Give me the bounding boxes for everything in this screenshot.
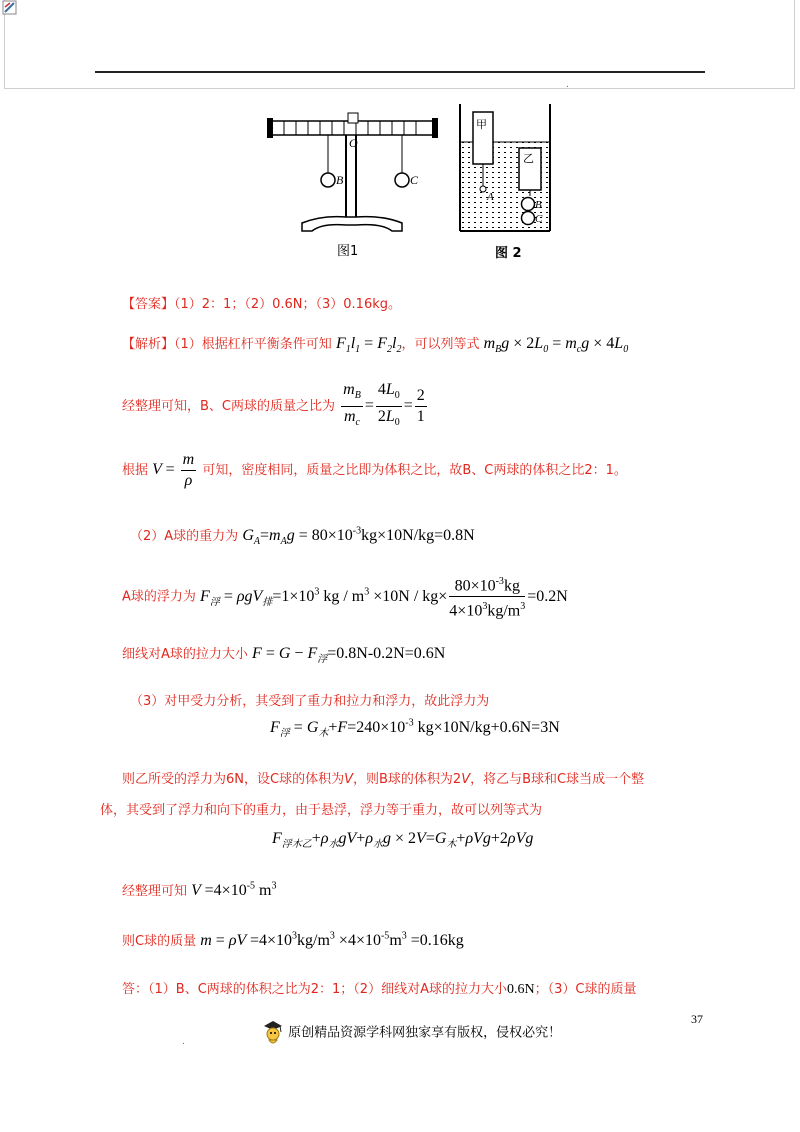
part3-var-v: V xyxy=(344,772,353,787)
tension-formula: $F = G - F_浮=0.8N-0.2N=0.6N$ xyxy=(252,645,446,666)
page-header xyxy=(4,0,795,89)
label-c: C xyxy=(410,173,419,187)
analysis-line-2 xyxy=(122,380,429,433)
buoyancy-formula: $F_浮 = \rho gV_排=1\times 10^3$ kg / $m^3 \times 10N / kg\times$ $\frac{80\times 10^{-3}kg}{4\times 10^3kg/m^3}$ =0.2N xyxy=(200,588,568,605)
footer-text: 原创精品资源学科网独家享有版权，侵权必究！ xyxy=(288,1025,562,1041)
label-a: A xyxy=(487,191,494,203)
part2-tension-text: 细线对A球的拉力大小 xyxy=(122,647,248,662)
final-val: 0.6N xyxy=(506,982,535,997)
analysis-step3b: 可知，密度相同，质量之比即为体积之比，故B、C两球的体积之比2：1。 xyxy=(202,463,627,478)
lever-formula: $F_1l_1 = F_2l_2$ xyxy=(335,335,402,356)
mascot-icon xyxy=(262,1020,284,1046)
part3-yi-1: 则乙所受的浮力为6N，设C球的体积为 xyxy=(122,772,345,787)
part3-yi-3: ，将乙与B球和C球当成一个整 xyxy=(470,772,645,787)
label-jia: 甲 xyxy=(476,118,487,131)
broken-image-icon xyxy=(2,0,18,16)
part3-mass-text: 则C球的质量 xyxy=(122,934,197,949)
part3-yi-line-2 xyxy=(100,799,542,818)
final-2: ；（3）C球的质量 xyxy=(534,982,637,997)
label-yi: 乙 xyxy=(523,152,534,165)
final-answer-line xyxy=(122,978,636,998)
analysis-step3a: 根据 xyxy=(122,463,149,478)
answer-tag: 【答案】 xyxy=(122,297,175,312)
density-formula: V = $\frac{m}{\rho}$ xyxy=(152,451,195,489)
part3-buoy-formula: $F_浮 = G_木+F=240\times 10^{-3}$ kg×10N/kg+0.6N=3N xyxy=(270,717,560,740)
dot-mark: . xyxy=(566,80,569,90)
label-b: B xyxy=(336,173,344,187)
figure-1-lever xyxy=(262,105,442,265)
balance-formula: $F_{浮木乙}+\rho_水gV+\rho_水g \times 2V=G_木+\rho Vg+2\rho Vg$ xyxy=(272,830,534,851)
page-number: 37 xyxy=(691,1012,703,1026)
answer-text: （1）2：1；（2）0.6N；（3）0.16kg。 xyxy=(174,297,401,312)
mass-ratio-formula: $\frac{m_B}{m_c}$ = $\frac{4L_0}{2L_0}$ = $\frac{2}{1}$ xyxy=(343,381,425,429)
dot-mark-2: . xyxy=(182,1037,185,1047)
figure-2-caption: 图 2 xyxy=(495,246,522,261)
volume-result: $V =4\times 10^{-5}$ $m^3$ xyxy=(191,880,277,899)
part2-gravity-line xyxy=(130,525,475,547)
part3-yi-4: 体，其受到了浮力和向下的重力，由于悬浮，浮力等于重力，故可以列等式为 xyxy=(100,803,543,818)
figure-1-caption: 图1 xyxy=(337,244,359,259)
part3-result-text: 经整理可知 xyxy=(122,884,188,899)
figure-2-container xyxy=(455,100,565,265)
label-c2: C xyxy=(535,213,543,225)
part3-buoy-formula-line xyxy=(270,717,560,739)
mass-result: $m = \rho V =4\times 10^3kg/m^3 \times 4\times 10^{-5}m^3 =0.16kg$ xyxy=(200,930,464,949)
part3-intro-line xyxy=(130,690,489,709)
part3-balance-line xyxy=(272,828,533,850)
part3-mass-line xyxy=(122,930,464,950)
analysis-line-3 xyxy=(122,450,627,491)
part3-result-line xyxy=(122,880,276,900)
part2-buoy-text: A球的浮力为 xyxy=(122,589,196,605)
part3-yi-line-1 xyxy=(122,768,644,787)
analysis-mid: ，可以列等式 xyxy=(401,337,480,352)
final-1: 答：（1）B、C两球的体积之比为2：1；（2）细线对A球的拉力大小 xyxy=(122,982,507,997)
header-rule xyxy=(95,71,705,73)
analysis-intro: （1）根据杠杆平衡条件可知 xyxy=(174,337,332,352)
part2-gravity-text: （2）A球的重力为 xyxy=(130,529,239,544)
part2-buoy-line xyxy=(122,572,568,622)
lever-equation: $m_Bg \times 2L_0 = m_cg \times 4L_0$ xyxy=(483,335,629,356)
part3-yi-2: ，则B球的体积为2 xyxy=(352,772,462,787)
analysis-step2: 经整理可知，B、C两球的质量之比为 xyxy=(122,399,335,415)
footer xyxy=(262,1020,561,1046)
part2-tension-line xyxy=(122,643,445,665)
part3-var-v2: V xyxy=(461,772,471,787)
label-b2: B xyxy=(535,199,542,211)
answer-line xyxy=(122,293,401,312)
analysis-line-1 xyxy=(122,333,628,355)
analysis-tag: 【解析】 xyxy=(122,337,175,352)
part3-intro-text: （3）对甲受力分析，其受到了重力和拉力和浮力，故此浮力为 xyxy=(130,694,490,709)
gravity-formula: $G_A=m_Ag = 80\times 10^{-3}kg\times 10N/kg=0.8N$ xyxy=(242,525,475,548)
label-o: O xyxy=(349,136,358,150)
